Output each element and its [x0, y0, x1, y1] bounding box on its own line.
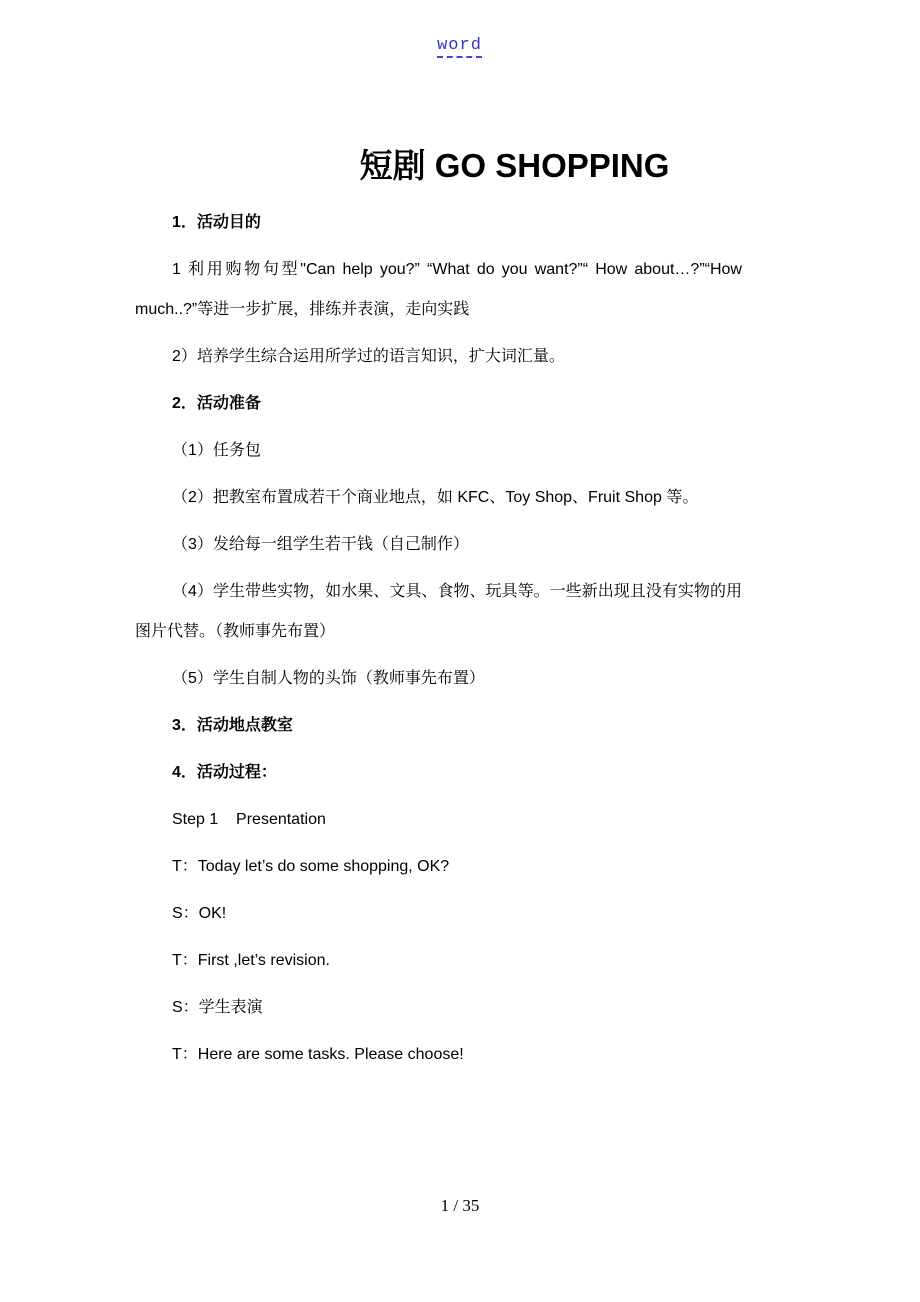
- section-heading-activity-prep: 2．活动准备: [172, 395, 261, 412]
- word-link[interactable]: word: [437, 36, 482, 58]
- doc-paragraph: （2）把教室布置成若干个商业地点，如 KFC、Toy Shop、Fruit Shop 等。: [172, 489, 699, 506]
- doc-paragraph: （1）任务包: [172, 442, 261, 459]
- section-heading-activity-place: 3．活动地点教室: [172, 717, 293, 734]
- step-line: Step 1 Presentation: [172, 811, 326, 828]
- page-header: [156, 36, 763, 62]
- page-footer: [0, 1196, 920, 1216]
- doc-paragraph: （4）学生带些实物，如水果、文具、食物、玩具等。一些新出现且没有实物的用图片代替。（教师事先布置）: [135, 583, 742, 640]
- page-number-indicator: 1 / 35: [440, 1196, 480, 1215]
- document-title: 短剧 GO SHOPPING: [359, 147, 670, 184]
- doc-paragraph: （3）发给每一组学生若干钱（自己制作）: [172, 536, 469, 553]
- dialogue-line: T：Today let’s do some shopping, OK?: [172, 858, 450, 875]
- section-heading-activity-goal: 1．活动目的: [172, 214, 261, 231]
- document-body: [135, 203, 742, 1075]
- section-heading-activity-process: 4．活动过程：: [172, 764, 277, 781]
- dialogue-line: S：学生表演: [172, 999, 263, 1016]
- dialogue-line: T：First ,let’s revision.: [172, 952, 330, 969]
- dialogue-line: S：OK!: [172, 905, 227, 922]
- doc-paragraph: 2）培养学生综合运用所学过的语言知识，扩大词汇量。: [172, 348, 565, 365]
- doc-paragraph: 1 利用购物句型"Can help you?” “What do you want?”“ How about…?”“How much..?”等进一步扩展，排练并表演，走向实践: [135, 261, 742, 318]
- dialogue-line: T：Here are some tasks. Please choose!: [172, 1046, 464, 1063]
- doc-paragraph: （5）学生自制人物的头饰（教师事先布置）: [172, 670, 485, 687]
